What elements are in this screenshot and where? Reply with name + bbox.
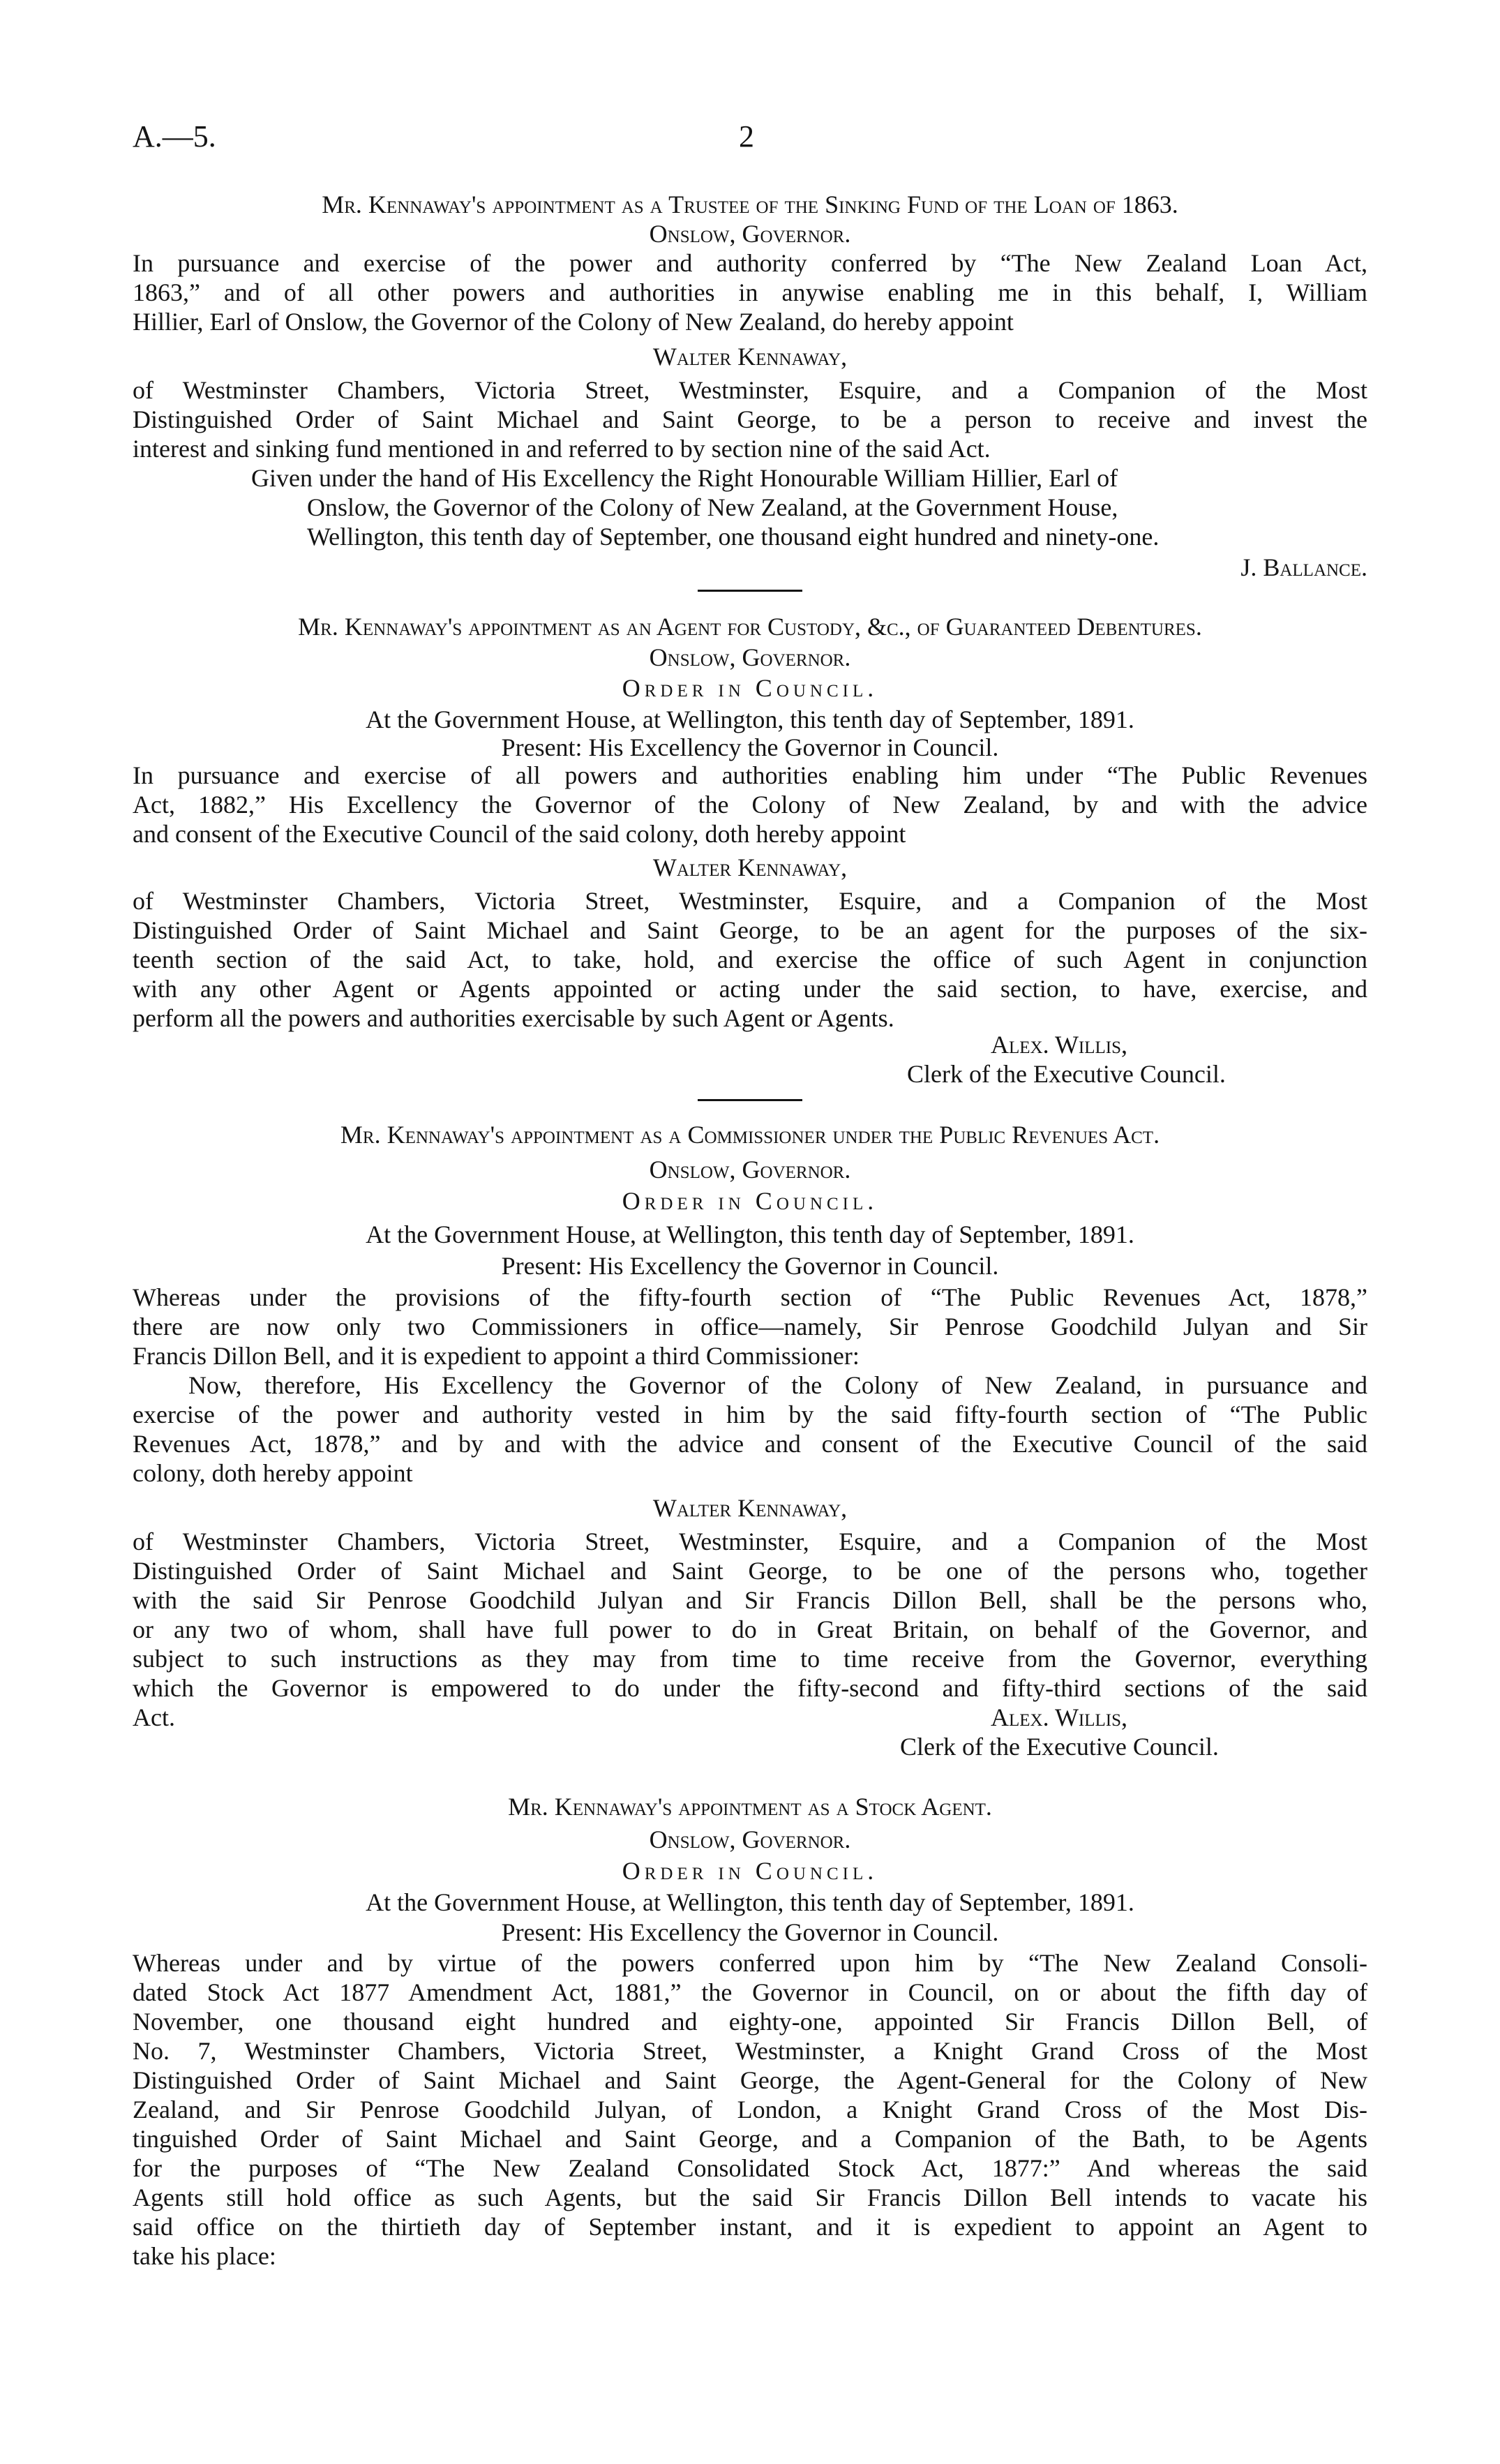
body-line: 1863,” and of all other powers and authorities in anywise enabling me in this behalf, I, William <box>133 278 1367 306</box>
body-line: Zealand, and Sir Penrose Goodchild Julyan, of London, a Knight Grand Cross of the Most Dis- <box>133 2096 1367 2123</box>
body-line: Now, therefore, His Excellency the Governor of the Colony of New Zealand, in pursuance and <box>188 1371 1367 1399</box>
appointee-name: Walter Kennaway, <box>652 343 848 371</box>
body-line: take his place: <box>133 2242 276 2270</box>
given-line: Given under the hand of His Excellency the Right Honourable William Hillier, Earl of <box>251 464 1118 492</box>
body-line: teenth section of the said Act, to take, hold, and exercise the office of such Agent in conjunction <box>133 946 1367 973</box>
signature-name: Alex. Willis, <box>991 1031 1128 1059</box>
section-title: Mr. Kennaway's appointment as a Stock Agent. <box>508 1793 992 1821</box>
body-line: subject to such instructions as they may from time to time receive from the Governor, everything <box>133 1645 1367 1673</box>
place-date-line: At the Government House, at Wellington, this tenth day of September, 1891. <box>366 1220 1134 1248</box>
body-line: of Westminster Chambers, Victoria Street, Westminster, Esquire, and a Companion of the Most <box>133 887 1367 915</box>
present-line: Present: His Excellency the Governor in Council. <box>501 1252 999 1280</box>
signature-name: Alex. Willis, <box>991 1703 1128 1731</box>
body-line: Act, 1882,” His Excellency the Governor of the Colony of New Zealand, by and with the advice <box>133 791 1367 819</box>
body-line: exercise of the power and authority vested in him by the said fifty-fourth section of “The Public <box>133 1401 1367 1428</box>
body-line: In pursuance and exercise of the power and authority conferred by “The New Zealand Loan Act, <box>133 249 1367 277</box>
body-line: Revenues Act, 1878,” and by and with the advice and consent of the Executive Council of the said <box>133 1430 1367 1458</box>
body-line: with any other Agent or Agents appointed or acting under the said section, to have, exercise, and <box>133 975 1367 1003</box>
body-line: Distinguished Order of Saint Michael and Saint George, to be a person to receive and invest the <box>133 405 1367 433</box>
place-date-line: At the Government House, at Wellington, this tenth day of September, 1891. <box>366 1888 1134 1916</box>
present-line: Present: His Excellency the Governor in Council. <box>501 1918 999 1946</box>
governor-line: Onslow, Governor. <box>649 220 851 248</box>
governor-line: Onslow, Governor. <box>649 1156 851 1184</box>
body-line: Francis Dillon Bell, and it is expedient to appoint a third Commissioner: <box>133 1342 860 1370</box>
body-line: In pursuance and exercise of all powers and authorities enabling him under “The Public Revenues <box>133 761 1367 789</box>
body-line: or any two of whom, shall have full power to do in Great Britain, on behalf of the Governor, and <box>133 1615 1367 1643</box>
body-line: for the purposes of “The New Zealand Consolidated Stock Act, 1877:” And whereas the said <box>133 2154 1367 2182</box>
body-line: Distinguished Order of Saint Michael and Saint George, to be an agent for the purposes of the six- <box>133 916 1367 944</box>
body-line: No. 7, Westminster Chambers, Victoria Street, Westminster, a Knight Grand Cross of the Most <box>133 2037 1367 2065</box>
order-in-council: Order in Council. <box>622 1187 878 1215</box>
body-line: Whereas under the provisions of the fifty-fourth section of “The Public Revenues Act, 1878,” <box>133 1283 1367 1311</box>
order-in-council: Order in Council. <box>622 674 878 702</box>
body-line: Distinguished Order of Saint Michael and Saint George, the Agent-General for the Colony of New <box>133 2066 1367 2094</box>
signature-title: Clerk of the Executive Council. <box>900 1733 1219 1761</box>
body-line: there are now only two Commissioners in office—namely, Sir Penrose Goodchild Julyan and Sir <box>133 1313 1367 1341</box>
governor-line: Onslow, Governor. <box>649 1825 851 1853</box>
appointee-name: Walter Kennaway, <box>652 1494 848 1522</box>
body-line: November, one thousand eight hundred and eighty-one, appointed Sir Francis Dillon Bell, of <box>133 2008 1367 2036</box>
place-date-line: At the Government House, at Wellington, this tenth day of September, 1891. <box>366 705 1134 733</box>
page-reference: A.—5. <box>133 119 216 154</box>
body-line: colony, doth hereby appoint <box>133 1459 413 1487</box>
governor-line: Onslow, Governor. <box>649 643 851 671</box>
body-line: and consent of the Executive Council of the said colony, doth hereby appoint <box>133 820 906 848</box>
page-number: 2 <box>739 119 754 154</box>
body-line: said office on the thirtieth day of September instant, and it is expedient to appoint an Agent to <box>133 2213 1367 2241</box>
body-line: with the said Sir Penrose Goodchild Julyan and Sir Francis Dillon Bell, shall be the persons who, <box>133 1586 1367 1614</box>
present-line: Present: His Excellency the Governor in Council. <box>501 733 999 761</box>
body-line: perform all the powers and authorities exercisable by such Agent or Agents. <box>133 1004 894 1032</box>
body-line: interest and sinking fund mentioned in and referred to by section nine of the said Act. <box>133 435 991 463</box>
section-divider <box>698 1099 802 1101</box>
body-line: which the Governor is empowered to do under the fifty-second and fifty-third sections of the said <box>133 1674 1367 1702</box>
section-title: Mr. Kennaway's appointment as a Trustee of the Sinking Fund of the Loan of 1863. <box>322 191 1178 218</box>
order-in-council: Order in Council. <box>622 1857 878 1885</box>
body-line: of Westminster Chambers, Victoria Street, Westminster, Esquire, and a Companion of the Most <box>133 376 1367 404</box>
signature: J. Ballance. <box>1240 553 1367 581</box>
section-title: Mr. Kennaway's appointment as an Agent for Custody, &c., of Guaranteed Debentures. <box>298 613 1202 641</box>
body-line: tinguished Order of Saint Michael and Saint George, and a Companion of the Bath, to be Agents <box>133 2125 1367 2153</box>
appointee-name: Walter Kennaway, <box>652 853 848 881</box>
body-line: Whereas under and by virtue of the powers conferred upon him by “The New Zealand Consoli- <box>133 1949 1367 1977</box>
given-line: Onslow, the Governor of the Colony of New Zealand, at the Government House, <box>307 493 1118 521</box>
section-divider <box>698 590 802 592</box>
body-line: Act. <box>133 1703 175 1731</box>
signature-title: Clerk of the Executive Council. <box>907 1060 1226 1088</box>
given-line: Wellington, this tenth day of September, one thousand eight hundred and ninety-one. <box>307 523 1160 551</box>
body-line: of Westminster Chambers, Victoria Street, Westminster, Esquire, and a Companion of the Most <box>133 1528 1367 1555</box>
body-line: Distinguished Order of Saint Michael and Saint George, to be one of the persons who, together <box>133 1557 1367 1585</box>
page-header <box>133 119 1360 160</box>
body-line: dated Stock Act 1877 Amendment Act, 1881,” the Governor in Council, on or about the fifth day of <box>133 1978 1367 2006</box>
body-line: Hillier, Earl of Onslow, the Governor of the Colony of New Zealand, do hereby appoint <box>133 308 1014 336</box>
section-title: Mr. Kennaway's appointment as a Commissioner under the Public Revenues Act. <box>340 1121 1160 1149</box>
body-line: Agents still hold office as such Agents, but the said Sir Francis Dillon Bell intends to vacate his <box>133 2183 1367 2211</box>
